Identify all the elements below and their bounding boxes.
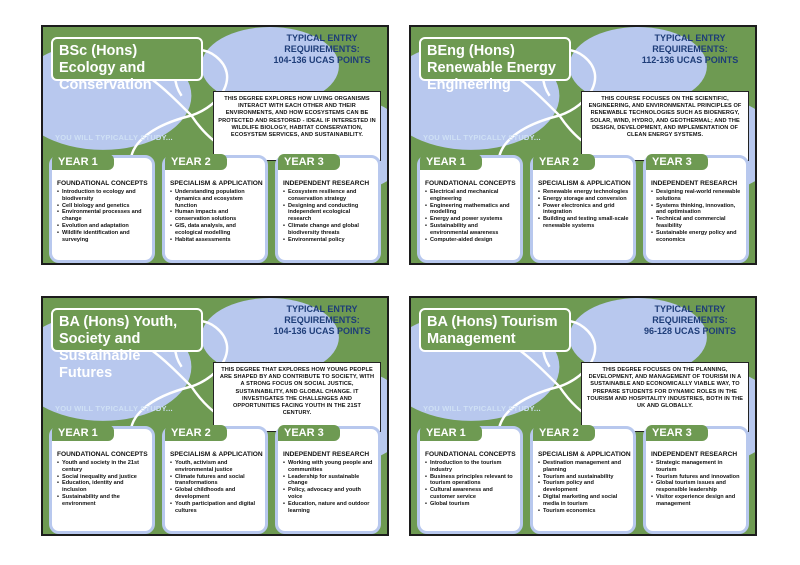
list-item: • Renewable energy technologies <box>538 189 629 196</box>
study-label: YOU WILL TYPICALLY STUDY... <box>423 404 541 413</box>
year-1-box <box>417 155 523 263</box>
course-card-ecology <box>41 25 389 265</box>
list-item: • Working with young people and communities <box>283 460 374 474</box>
entry-requirements <box>631 304 749 337</box>
course-card-renewable-energy <box>409 25 757 265</box>
list-item: • Wildlife identification and surveying <box>57 230 148 244</box>
year-2-box <box>530 155 636 263</box>
list-item: • Destination management and planning <box>538 460 629 474</box>
list-item: • Cell biology and genetics <box>57 203 148 210</box>
list-item: • Visitor experience design and management <box>651 494 742 508</box>
course-title: BSc (Hons) Ecology and Conservation <box>51 37 203 81</box>
course-description: THIS DEGREE EXPLORES HOW LIVING ORGANISMS INTERACT WITH EACH OTHER AND THEIR ENVIRONMENTS, AND HOW ECOSYSTEMS CAN BE PROTECTED AND RESTORED - IDEAL IF INTERESTED IN WILDLIFE BIOLOGY, HABITAT CONSERVATION, ECOSYSTEM SERVICES, AND SUSTAINABILITY. <box>213 91 381 161</box>
year-heading: INDEPENDENT RESEARCH <box>651 180 738 187</box>
year-1-box <box>417 426 523 534</box>
list-item: • Tourism economics <box>538 508 629 515</box>
year-3-box <box>275 426 381 534</box>
year-label: YEAR 1 <box>52 154 114 170</box>
list-item: • Environmental processes and change <box>57 209 148 223</box>
year-heading: SPECIALISM & APPLICATION <box>538 451 631 458</box>
list-item: • Sustainability and environmental awareness <box>425 223 516 237</box>
year-heading: FOUNDATIONAL CONCEPTS <box>57 451 148 458</box>
year-label: YEAR 3 <box>278 425 340 441</box>
entry-points: 112-136 UCAS POINTS <box>641 55 739 65</box>
year-heading: SPECIALISM & APPLICATION <box>170 451 263 458</box>
list-item: • Education, nature and outdoor learning <box>283 501 374 515</box>
study-label: YOU WILL TYPICALLY STUDY... <box>423 133 541 142</box>
list-item: • Climate change and global biodiversity threats <box>283 223 374 237</box>
year-label: YEAR 1 <box>420 154 482 170</box>
list-item: • Global tourism issues and responsible leadership <box>651 480 742 494</box>
year-label: YEAR 2 <box>533 425 595 441</box>
list-item: • Cultural awareness and customer service <box>425 487 516 501</box>
course-card-tourism <box>409 296 757 536</box>
list-item: • Human impacts and conservation solutions <box>170 209 261 223</box>
year-label: YEAR 2 <box>533 154 595 170</box>
course-card-youth-society <box>41 296 389 536</box>
list-item: • Global childhoods and development <box>170 487 261 501</box>
list-item: • Sustainability and the environment <box>57 494 148 508</box>
list-item: • Environmental policy <box>283 237 374 244</box>
year-label: YEAR 2 <box>165 425 227 441</box>
list-item: • Youth, activism and environmental justice <box>170 460 261 474</box>
entry-points: 104-136 UCAS POINTS <box>273 55 371 65</box>
year-label: YEAR 1 <box>420 425 482 441</box>
list-item: • Business principles relevant to tourism operations <box>425 474 516 488</box>
list-item: • Designing real-world renewable solutions <box>651 189 742 203</box>
list-item: • Sustainable energy policy and economics <box>651 230 742 244</box>
year-3-box <box>275 155 381 263</box>
list-item: • Designing and conducting independent ecological research <box>283 203 374 223</box>
list-item: • Youth and society in the 21st century <box>57 460 148 474</box>
year-3-box <box>643 155 749 263</box>
year-label: YEAR 3 <box>646 425 708 441</box>
entry-points: 104-136 UCAS POINTS <box>273 326 371 336</box>
year-heading: FOUNDATIONAL CONCEPTS <box>57 180 148 187</box>
year-heading: INDEPENDENT RESEARCH <box>283 451 370 458</box>
course-description: THIS COURSE FOCUSES ON THE SCIENTIFIC, ENGINEERING, AND ENVIRONMENTAL PRINCIPLES OF RENEWABLE TECHNOLOGIES SUCH AS BIOENERGY, SOLAR, WIND, HYDRO, AND GEOTHERMAL; AND THE DESIGN, DEVELOPMENT, AND IMPLEMENTATION OF CLEAN ENERGY SYSTEMS. <box>581 91 749 161</box>
year-label: YEAR 2 <box>165 154 227 170</box>
list-item: • Building and testing small-scale renewable systems <box>538 216 629 230</box>
list-item: • Strategic management in tourism <box>651 460 742 474</box>
year-heading: INDEPENDENT RESEARCH <box>283 180 370 187</box>
year-2-box <box>162 426 268 534</box>
entry-label: TYPICAL ENTRY REQUIREMENTS: <box>284 33 360 54</box>
list-item: • Education, identity and inclusion <box>57 480 148 494</box>
list-item: • Leadership for sustainable change <box>283 474 374 488</box>
year-heading: FOUNDATIONAL CONCEPTS <box>425 180 516 187</box>
list-item: • Technical and commercial feasibility <box>651 216 742 230</box>
list-item: • Understanding population dynamics and ecosystem function <box>170 189 261 209</box>
entry-label: TYPICAL ENTRY REQUIREMENTS: <box>284 304 360 325</box>
year-heading: INDEPENDENT RESEARCH <box>651 451 738 458</box>
list-item: • Digital marketing and social media in tourism <box>538 494 629 508</box>
list-item: • Policy, advocacy and youth voice <box>283 487 374 501</box>
list-item: • Introduction to ecology and biodiversity <box>57 189 148 203</box>
entry-points: 96-128 UCAS POINTS <box>643 326 737 336</box>
year-label: YEAR 1 <box>52 425 114 441</box>
list-item: • Tourism futures and innovation <box>651 474 742 481</box>
list-item: • Habitat assessments <box>170 237 261 244</box>
year-label: YEAR 3 <box>646 154 708 170</box>
list-item: • Global tourism <box>425 501 516 508</box>
study-label: YOU WILL TYPICALLY STUDY... <box>55 404 173 413</box>
list-item: • Energy and power systems <box>425 216 516 223</box>
year-1-box <box>49 426 155 534</box>
year-label: YEAR 3 <box>278 154 340 170</box>
list-item: • Youth participation and digital cultures <box>170 501 261 515</box>
list-item: • Computer-aided design <box>425 237 516 244</box>
year-1-box <box>49 155 155 263</box>
entry-requirements <box>631 33 749 66</box>
list-item: • Ecosystem resilience and conservation strategy <box>283 189 374 203</box>
course-title: BEng (Hons) Renewable Energy Engineering <box>419 37 571 81</box>
year-2-box <box>162 155 268 263</box>
course-description: THIS DEGREE FOCUSES ON THE PLANNING, DEVELOPMENT, AND MANAGEMENT OF TOURISM IN A SUSTAINABLE AND ECONOMICALLY VIABLE WAY, TO PREPARE STUDENTS FOR DYNAMIC ROLES IN THE TOURISM AND HOSPITALITY INDUSTRIES, BOTH IN THE UK AND GLOBALLY. <box>581 362 749 432</box>
entry-requirements <box>263 33 381 66</box>
year-heading: SPECIALISM & APPLICATION <box>538 180 631 187</box>
list-item: • Evolution and adaptation <box>57 223 148 230</box>
entry-label: TYPICAL ENTRY REQUIREMENTS: <box>652 33 728 54</box>
list-item: • Tourism and sustainability <box>538 474 629 481</box>
study-label: YOU WILL TYPICALLY STUDY... <box>55 133 173 142</box>
entry-requirements <box>263 304 381 337</box>
list-item: • Introduction to the tourism industry <box>425 460 516 474</box>
list-item: • Social inequality and justice <box>57 474 148 481</box>
list-item: • Engineering mathematics and modelling <box>425 203 516 217</box>
list-item: • Climate futures and social transformations <box>170 474 261 488</box>
list-item: • Systems thinking, innovation, and optimisation <box>651 203 742 217</box>
entry-label: TYPICAL ENTRY REQUIREMENTS: <box>652 304 728 325</box>
list-item: • GIS, data analysis, and ecological modelling <box>170 223 261 237</box>
year-heading: FOUNDATIONAL CONCEPTS <box>425 451 516 458</box>
course-title: BA (Hons) Tourism Management <box>419 308 571 352</box>
list-item: • Tourism policy and development <box>538 480 629 494</box>
list-item: • Energy storage and conversion <box>538 196 629 203</box>
list-item: • Power electronics and grid integration <box>538 203 629 217</box>
list-item: • Electrical and mechanical engineering <box>425 189 516 203</box>
course-title: BA (Hons) Youth, Society and Sustainable Futures <box>51 308 203 352</box>
year-heading: SPECIALISM & APPLICATION <box>170 180 263 187</box>
course-description: THIS DEGREE THAT EXPLORES HOW YOUNG PEOPLE ARE SHAPED BY AND CONTRIBUTE TO SOCIETY, WITH A STRONG FOCUS ON SOCIAL JUSTICE, SUSTAINABILITY, AND GLOBAL CHANGE. IT INVESTIGATES THE CHALLENGES AND OPPORTUNITIES FACING YOUTH IN THE 21ST CENTURY. <box>213 362 381 432</box>
year-2-box <box>530 426 636 534</box>
year-3-box <box>643 426 749 534</box>
